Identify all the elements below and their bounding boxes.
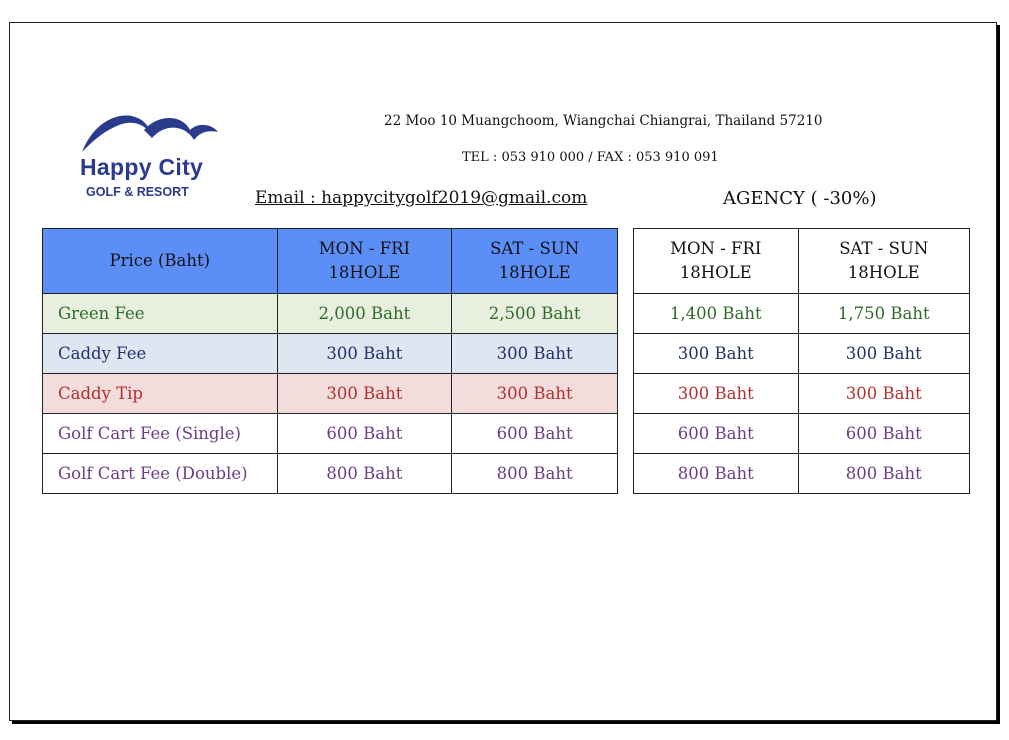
table-row — [43, 374, 618, 414]
header-weekend: SAT - SUN 18HOLE — [452, 229, 618, 294]
weekend-price: 600 Baht — [798, 414, 969, 454]
table-header-row — [634, 229, 970, 294]
email: Email : happycitygolf2019@gmail.com — [255, 188, 588, 208]
weekday-price: 600 Baht — [277, 414, 452, 454]
header-price: Price (Baht) — [43, 229, 278, 294]
weekend-price: 600 Baht — [452, 414, 618, 454]
header-weekend: SAT - SUN 18HOLE — [798, 229, 969, 294]
weekday-price: 300 Baht — [277, 334, 452, 374]
table-row — [634, 294, 970, 334]
weekday-price: 600 Baht — [634, 414, 799, 454]
row-label: Caddy Fee — [43, 334, 278, 374]
weekend-price: 2,500 Baht — [452, 294, 618, 334]
table-row — [43, 454, 618, 494]
table-row — [43, 334, 618, 374]
agency-price-table — [633, 228, 970, 494]
table-row — [43, 294, 618, 334]
row-label: Golf Cart Fee (Double) — [43, 454, 278, 494]
logo-subtitle: GOLF & RESORT — [86, 185, 189, 199]
table-row — [634, 454, 970, 494]
weekend-price: 300 Baht — [452, 374, 618, 414]
table-row — [634, 374, 970, 414]
tel-fax: TEL : 053 910 000 / FAX : 053 910 091 — [462, 150, 719, 165]
weekend-price: 800 Baht — [452, 454, 618, 494]
address: 22 Moo 10 Muangchoom, Wiangchai Chiangrai, Thailand 57210 — [384, 113, 823, 129]
weekend-price: 800 Baht — [798, 454, 969, 494]
weekend-price: 300 Baht — [798, 374, 969, 414]
weekday-price: 300 Baht — [277, 374, 452, 414]
header-weekday: MON - FRI 18HOLE — [277, 229, 452, 294]
price-table — [42, 228, 618, 494]
weekday-price: 800 Baht — [634, 454, 799, 494]
row-label: Golf Cart Fee (Single) — [43, 414, 278, 454]
agency-title: AGENCY ( -30%) — [723, 188, 877, 209]
header-weekday: MON - FRI 18HOLE — [634, 229, 799, 294]
row-label: Green Fee — [43, 294, 278, 334]
weekend-price: 1,750 Baht — [798, 294, 969, 334]
weekend-price: 300 Baht — [798, 334, 969, 374]
weekday-price: 2,000 Baht — [277, 294, 452, 334]
logo-wave-icon — [78, 108, 228, 158]
weekday-price: 1,400 Baht — [634, 294, 799, 334]
table-header-row — [43, 229, 618, 294]
row-label: Caddy Tip — [43, 374, 278, 414]
weekday-price: 800 Baht — [277, 454, 452, 494]
happy-city-logo — [78, 108, 228, 203]
logo-name: Happy City — [80, 154, 204, 180]
weekday-price: 300 Baht — [634, 374, 799, 414]
table-row — [634, 414, 970, 454]
weekend-price: 300 Baht — [452, 334, 618, 374]
weekday-price: 300 Baht — [634, 334, 799, 374]
table-row — [43, 414, 618, 454]
table-row — [634, 334, 970, 374]
